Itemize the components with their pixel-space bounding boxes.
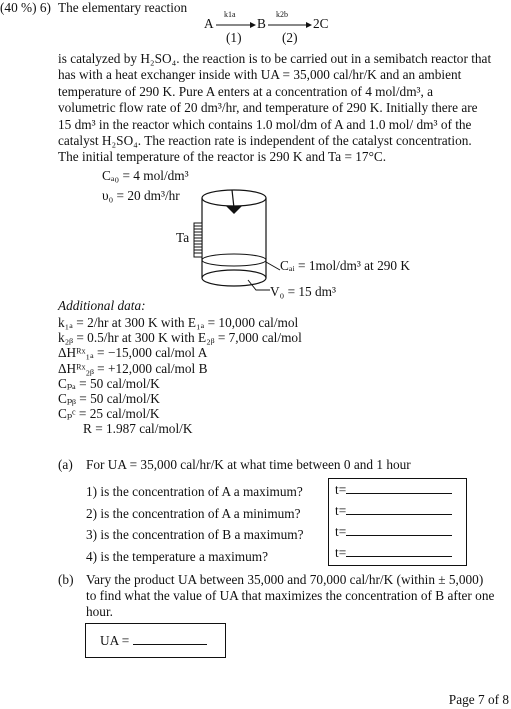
part-b-label: (b) bbox=[58, 572, 74, 587]
part-b-line: Vary the product UA between 35,000 and 70,000 cal/hr/K (within ± 5,000) bbox=[86, 572, 484, 587]
answer-row[interactable] bbox=[335, 545, 452, 561]
question-row bbox=[86, 546, 326, 568]
page-number: Page 7 of 8 bbox=[448, 692, 509, 707]
reaction-arrow-2 bbox=[268, 20, 312, 30]
problem-line: is catalyzed by H₂SO₄. the reaction is to be carried out in a semibatch reactor that bbox=[58, 51, 492, 66]
part-b-line: to find what the value of UA that maximizes the concentration of B after one bbox=[86, 588, 495, 603]
data-line: Cₚᶜ = 25 cal/mol/K bbox=[58, 406, 160, 422]
part-b-text bbox=[86, 572, 510, 620]
intermediate-b: B bbox=[257, 16, 266, 31]
answer-box-b bbox=[85, 623, 226, 658]
answer-row[interactable] bbox=[335, 503, 452, 519]
question-number: 2) bbox=[86, 505, 98, 521]
problem-label: (40 %) 6) bbox=[0, 0, 51, 15]
answer-box-a bbox=[328, 478, 467, 566]
question-row bbox=[86, 524, 326, 546]
data-line: R = 1.987 cal/mol/K bbox=[83, 421, 193, 437]
answer-label: t= bbox=[335, 524, 347, 539]
answer-label: t= bbox=[335, 503, 347, 518]
problem-line: volumetric flow rate of 20 dm³/hr, and temperature of 290 K. Initially there are bbox=[58, 100, 478, 116]
question-row bbox=[86, 503, 326, 525]
question-text: is the temperature a maximum? bbox=[100, 548, 269, 564]
question-number: 1) bbox=[86, 484, 98, 499]
answer-blank[interactable] bbox=[346, 556, 452, 557]
answer-row[interactable] bbox=[335, 524, 452, 540]
question-text: is the concentration of A a minimum? bbox=[100, 505, 301, 521]
problem-line: has with a heat exchanger inside with UA = 35,000 cal/hr/K and an ambient bbox=[58, 67, 462, 83]
initial-concentration-label: Cₐᵢ = 1mol/dm³ at 290 K bbox=[280, 258, 410, 273]
rate-constant-1: k1a bbox=[224, 10, 236, 19]
problem-line: temperature of 290 K. Pure A enters at a concentration of 4 mol/dm³, a bbox=[58, 83, 434, 99]
answer-label: t= bbox=[335, 545, 347, 560]
part-a-questions bbox=[86, 481, 326, 567]
reactant-a: A bbox=[204, 16, 214, 31]
step-2-label: (2) bbox=[282, 30, 298, 45]
additional-data-title: Additional data: bbox=[58, 298, 146, 313]
coolant-temp-label: Ta bbox=[176, 230, 190, 245]
answer-label: t= bbox=[335, 482, 347, 497]
question-number: 4) bbox=[86, 548, 98, 564]
answer-blank[interactable] bbox=[346, 535, 452, 536]
part-a-prompt: For UA = 35,000 cal/hr/K at what time between 0 and 1 hour bbox=[86, 457, 411, 472]
data-line: ΔHᴿˣ₂ᵦ = +12,000 cal/mol B bbox=[58, 360, 208, 376]
data-line: k₂ᵦ = 0.5/hr at 300 K with E₂ᵦ = 7,000 cal/mol bbox=[58, 330, 302, 346]
answer-row[interactable] bbox=[335, 482, 452, 498]
problem-line: catalyst H₂SO₄. The reaction rate is independent of the catalyst concentration. bbox=[58, 133, 472, 149]
reactor-figure bbox=[70, 168, 430, 300]
data-line: k₁ₐ = 2/hr at 300 K with E₁ₐ = 10,000 cal/mol bbox=[58, 315, 299, 330]
data-line: Cₚᵦ = 50 cal/mol/K bbox=[58, 391, 160, 407]
answer-blank[interactable] bbox=[346, 493, 452, 494]
rate-constant-2: k2b bbox=[276, 10, 288, 19]
product-2c: 2C bbox=[313, 16, 329, 31]
problem-statement bbox=[58, 51, 510, 166]
question-number: 3) bbox=[86, 527, 98, 542]
part-a-label: (a) bbox=[58, 457, 73, 472]
question-text: is the concentration of B a maximum? bbox=[100, 527, 304, 542]
answer-row[interactable] bbox=[100, 633, 207, 649]
answer-blank[interactable] bbox=[133, 644, 207, 645]
answer-label: UA = bbox=[100, 633, 130, 648]
problem-line: The initial temperature of the reactor is 290 K and Ta = 17°C. bbox=[58, 149, 387, 165]
answer-blank[interactable] bbox=[346, 514, 452, 515]
feed-flow-label: υ₀ = 20 dm³/hr bbox=[102, 188, 180, 203]
feed-concentration-label: Cₐ₀ = 4 mol/dm³ bbox=[102, 168, 189, 183]
part-b-line: hour. bbox=[86, 604, 113, 619]
reaction-scheme bbox=[200, 10, 340, 50]
reactor-drawing bbox=[70, 168, 430, 300]
step-1-label: (1) bbox=[226, 30, 242, 45]
additional-data-list bbox=[58, 315, 302, 437]
initial-volume-label: V₀ = 15 dm³ bbox=[270, 284, 336, 299]
question-row bbox=[86, 481, 326, 503]
reaction-arrow-1 bbox=[216, 20, 256, 30]
problem-line: 15 dm³ in the reactor which contains 1.0 mol/dm of A and 1.0 mol/ dm³ of the bbox=[58, 116, 472, 132]
question-text: is the concentration of A a maximum? bbox=[100, 484, 303, 499]
data-line: Cₚₐ = 50 cal/mol/K bbox=[58, 375, 160, 391]
data-line: ΔHᴿˣ₁ₐ = −15,000 cal/mol A bbox=[58, 345, 208, 361]
problem-title: The elementary reaction bbox=[58, 0, 188, 15]
